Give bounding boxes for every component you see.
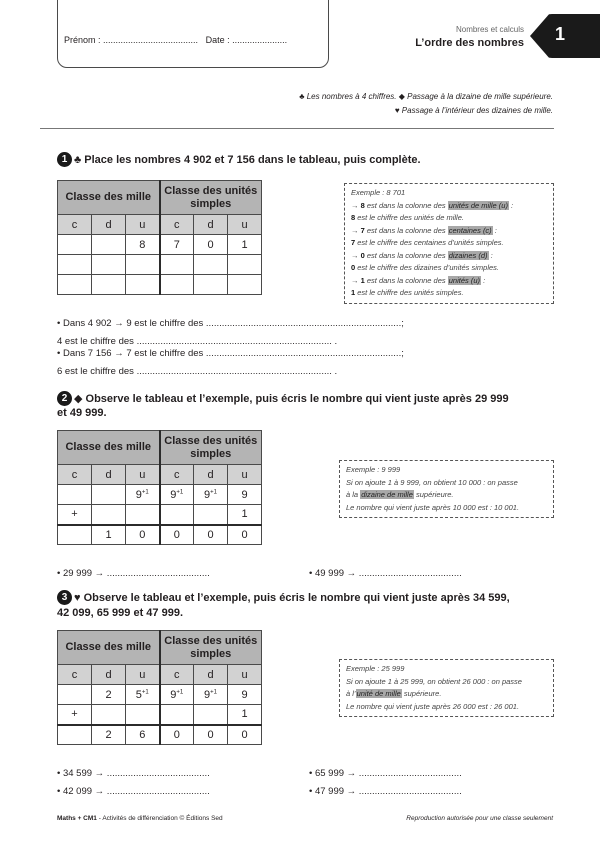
cell[interactable]: 0	[194, 235, 228, 255]
cell	[92, 705, 126, 725]
carry-mark: +1	[210, 688, 217, 695]
name-date-box	[57, 0, 329, 68]
plus-sign: +	[58, 705, 92, 725]
cell	[58, 525, 92, 545]
col-header: d	[92, 665, 126, 685]
cell: 0	[228, 725, 262, 745]
divider	[40, 128, 554, 129]
exercise-number-3: 3	[57, 590, 72, 605]
cell[interactable]: 8	[126, 235, 160, 255]
cell: 1	[92, 525, 126, 545]
cell[interactable]: 1	[228, 235, 262, 255]
cell	[160, 505, 194, 525]
cell: 9	[228, 485, 262, 505]
answer-line[interactable]: • 49 999 → .......................................	[309, 568, 462, 579]
cell	[58, 685, 92, 705]
example-line: 0 est le chiffre des dizaines d’unités simples.	[351, 263, 499, 272]
col-header: d	[194, 665, 228, 685]
answer-line[interactable]: • 42 099 → .......................................	[57, 786, 210, 797]
example-title: Exemple : 9 999	[346, 465, 401, 474]
cell[interactable]	[58, 255, 92, 275]
example-line: → 7 est dans la colonne des centaines (c) :	[351, 225, 497, 235]
col-header: u	[228, 665, 262, 685]
cell[interactable]: 7	[160, 235, 194, 255]
exercise-1-instruction	[74, 153, 421, 167]
class-units-header: Classe des unités simples	[160, 631, 262, 665]
cell: 0	[126, 525, 160, 545]
cell	[194, 705, 228, 725]
example-line: Le nombre qui vient juste après 10 000 est : 10 001.	[346, 502, 520, 512]
col-header: d	[194, 465, 228, 485]
col-header: c	[160, 665, 194, 685]
cell: $9^{+1}$	[160, 685, 194, 705]
place-value-table-3	[57, 630, 262, 745]
col-header: u	[126, 215, 160, 235]
heart-icon: ♥	[74, 592, 81, 604]
exercise-number-2: 2	[57, 391, 72, 406]
header-title: L’ordre des nombres	[415, 37, 524, 49]
exercise-3-instruction: ♥ Observe le tableau et l’exemple, puis écris le nombre qui vient juste après 34 599,	[74, 592, 510, 604]
header-category: Nombres et calculs	[455, 25, 524, 34]
table-row	[58, 235, 262, 255]
col-header: c	[58, 665, 92, 685]
col-header: c	[160, 215, 194, 235]
example-box-3	[339, 659, 554, 717]
table-row	[58, 705, 262, 725]
cell: 1	[228, 505, 262, 525]
answer-line[interactable]: • Dans 4 902 → 9 est le chiffre des ..........................................................................;	[57, 318, 404, 329]
example-line: 1 est le chiffre des unités simples.	[351, 288, 464, 297]
answer-line[interactable]: • 65 999 → .......................................	[309, 768, 462, 779]
footer-rights: Reproduction autorisée pour une classe seulement	[406, 815, 553, 822]
example-box-1	[344, 183, 554, 304]
cell[interactable]	[126, 275, 160, 295]
cell: $9^{+1}$	[160, 485, 194, 505]
cell[interactable]	[58, 235, 92, 255]
example-line: Le nombre qui vient juste après 26 000 est : 26 001.	[346, 701, 520, 711]
exercise-1-text: Place les nombres 4 902 et 7 156 dans le tableau, puis complète.	[84, 154, 421, 166]
col-header: u	[126, 665, 160, 685]
class-thousands-header: Classe des mille	[58, 431, 160, 465]
cell[interactable]	[160, 275, 194, 295]
class-thousands-header: Classe des mille	[58, 631, 160, 665]
table-row	[58, 275, 262, 295]
table-row	[58, 485, 262, 505]
date-label: Date :	[205, 35, 230, 45]
cell: $5^{+1}$	[126, 685, 160, 705]
cell	[92, 505, 126, 525]
date-field[interactable]: ......................	[232, 35, 288, 45]
class-units-header: Classe des unités simples	[160, 181, 262, 215]
plus-sign: +	[58, 505, 92, 525]
cell: $9^{+1}$	[194, 685, 228, 705]
answer-line[interactable]: • Dans 7 156 → 7 est le chiffre des ..........................................................................;	[57, 348, 404, 359]
place-value-table-2	[57, 430, 262, 545]
example-title: Exemple : 8 701	[351, 188, 406, 197]
cell	[126, 505, 160, 525]
place-value-table-1	[57, 180, 262, 295]
example-line: à la dizaine de mille supérieure.	[346, 490, 454, 499]
example-title: Exemple : 25 999	[346, 664, 405, 673]
cell	[126, 705, 160, 725]
name-date-line	[64, 35, 287, 45]
example-line: Si on ajoute 1 à 9 999, on obtient 10 000 : on passe	[346, 477, 518, 487]
example-line: → 8 est dans la colonne des unités de mille (u) :	[351, 200, 514, 210]
cell[interactable]	[92, 255, 126, 275]
cell[interactable]	[92, 275, 126, 295]
answer-line[interactable]: • 34 599 → .......................................	[57, 768, 210, 779]
cell[interactable]	[194, 255, 228, 275]
cell: 6	[126, 725, 160, 745]
col-header: d	[194, 215, 228, 235]
cell: 0	[194, 525, 228, 545]
example-line: 7 est le chiffre des centaines d’unités simples.	[351, 238, 504, 247]
carry-mark: +1	[176, 688, 184, 695]
table-row	[58, 505, 262, 525]
exercise-2-instruction-cont: et 49 999.	[57, 407, 107, 419]
club-icon: ♣	[74, 154, 82, 166]
example-line: à l’unité de mille supérieure.	[346, 689, 442, 698]
cell[interactable]	[92, 235, 126, 255]
cell[interactable]	[228, 255, 262, 275]
carry-mark: +1	[141, 688, 149, 695]
col-header: d	[92, 215, 126, 235]
cell	[160, 705, 194, 725]
cell[interactable]	[194, 275, 228, 295]
prenom-field[interactable]: ......................................	[103, 35, 199, 45]
chapter-number: 1	[555, 24, 566, 44]
col-header: d	[92, 465, 126, 485]
exercise-2-instruction: ◆ Observe le tableau et l’exemple, puis écris le nombre qui vient juste après 29 999	[74, 393, 509, 405]
legend-line-1: ♣ Les nombres à 4 chiffres. ◆ Passage à la dizaine de mille supérieure.	[299, 92, 553, 101]
diamond-icon: ◆	[74, 393, 83, 405]
carry-mark: +1	[210, 488, 217, 495]
cell	[58, 485, 92, 505]
cell: $9^{+1}$	[126, 485, 160, 505]
cell: 9	[228, 685, 262, 705]
cell: 0	[160, 525, 194, 545]
footer-credit: Maths + CM1 - Activités de différenciation © Éditions Sed	[57, 815, 223, 822]
cell: 2	[92, 685, 126, 705]
table-row	[58, 255, 262, 275]
cell: 0	[160, 725, 194, 745]
legend-line-2: ♥ Passage à l’intérieur des dizaines de mille.	[394, 106, 553, 115]
example-box-2	[339, 460, 554, 518]
cell	[58, 725, 92, 745]
answer-line[interactable]: • 29 999 → .......................................	[57, 568, 210, 579]
col-header: c	[160, 465, 194, 485]
col-header: u	[228, 215, 262, 235]
cell: $9^{+1}$	[194, 485, 228, 505]
exercise-3-instruction-cont: 42 099, 65 999 et 47 999.	[57, 607, 183, 619]
cell[interactable]	[160, 255, 194, 275]
exercise-number-1: 1	[57, 152, 72, 167]
cell: 2	[92, 725, 126, 745]
cell[interactable]	[228, 275, 262, 295]
example-line: → 1 est dans la colonne des unités (u) :	[351, 275, 486, 285]
answer-line[interactable]: 6 est le chiffre des .......................................................................... .	[57, 366, 338, 377]
table-row	[58, 685, 262, 705]
cell: 1	[228, 705, 262, 725]
class-thousands-header: Classe des mille	[58, 181, 160, 215]
cell[interactable]	[58, 275, 92, 295]
example-line: Si on ajoute 1 à 25 999, on obtient 26 000 : on passe	[346, 676, 522, 686]
answer-line[interactable]: • 47 999 → .......................................	[309, 786, 462, 797]
col-header: c	[58, 215, 92, 235]
cell[interactable]	[126, 255, 160, 275]
carry-mark: +1	[176, 488, 184, 495]
cell: 0	[228, 525, 262, 545]
class-units-header: Classe des unités simples	[160, 431, 262, 465]
prenom-label: Prénom :	[64, 35, 101, 45]
example-line: → 0 est dans la colonne des dizaines (d) :	[351, 250, 493, 260]
col-header: u	[228, 465, 262, 485]
table-row	[58, 525, 262, 545]
answer-line[interactable]: 4 est le chiffre des .......................................................................... .	[57, 336, 338, 347]
carry-mark: +1	[141, 488, 149, 495]
col-header: u	[126, 465, 160, 485]
example-line: 8 est le chiffre des unités de mille.	[351, 213, 464, 222]
cell	[92, 485, 126, 505]
cell: 0	[194, 725, 228, 745]
cell	[194, 505, 228, 525]
table-row	[58, 725, 262, 745]
col-header: c	[58, 465, 92, 485]
